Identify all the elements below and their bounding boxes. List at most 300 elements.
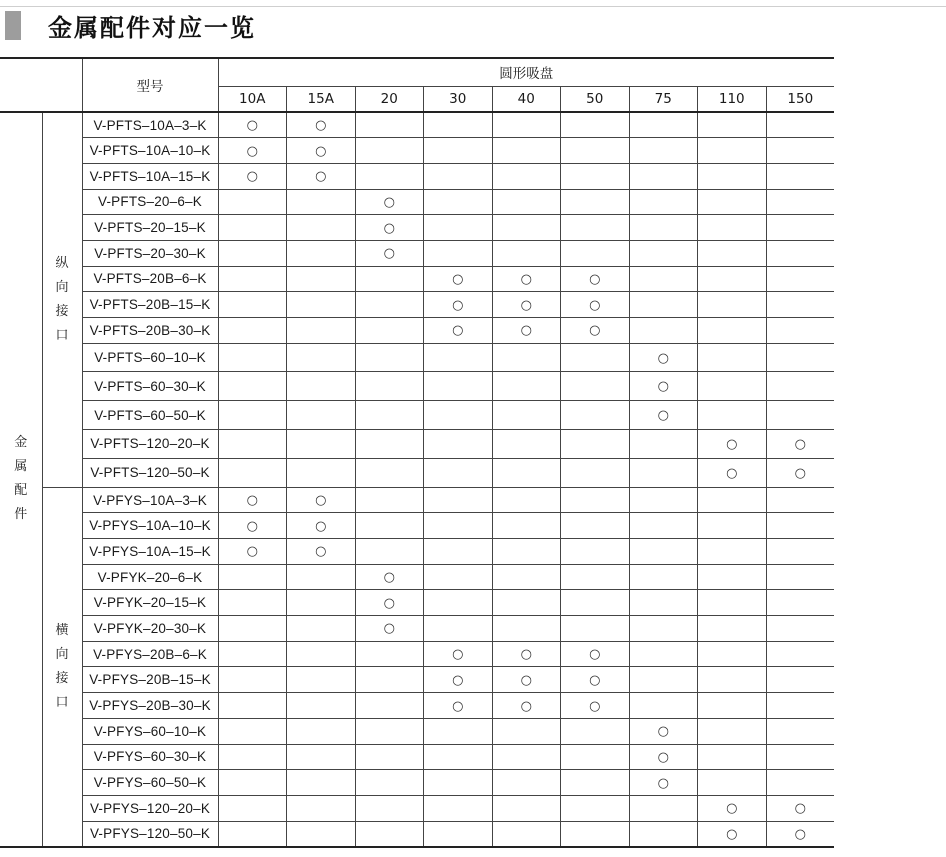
compat-cell-30 <box>424 189 493 215</box>
compat-cell-50 <box>561 770 630 796</box>
compatible-mark: ○ <box>452 698 464 714</box>
compat-cell-30 <box>424 590 493 616</box>
compat-cell-40 <box>492 744 561 770</box>
compatible-mark: ○ <box>794 465 806 481</box>
compat-cell-150 <box>766 343 834 372</box>
compatible-mark: ○ <box>657 350 669 366</box>
compat-cell-110 <box>698 372 767 401</box>
compat-cell-10a <box>218 641 287 667</box>
compatible-mark: ○ <box>657 749 669 765</box>
compat-cell-150 <box>766 458 834 487</box>
model-label: V-PFYK–20–6–K <box>97 569 203 585</box>
size-header-40 <box>492 86 561 112</box>
compatible-mark: ○ <box>589 297 601 313</box>
table-row <box>0 112 834 138</box>
section-cell <box>42 112 82 487</box>
compat-cell-20 <box>355 718 424 744</box>
compat-cell-110 <box>698 590 767 616</box>
compatible-mark: ○ <box>794 826 806 842</box>
model-cell <box>82 112 218 138</box>
compat-cell-110 <box>698 718 767 744</box>
compat-cell-40 <box>492 430 561 459</box>
compat-cell-40 <box>492 318 561 344</box>
compatible-mark: ○ <box>383 570 395 586</box>
compat-cell-40 <box>492 590 561 616</box>
compat-cell-10a <box>218 616 287 642</box>
compat-cell-110 <box>698 163 767 189</box>
compat-cell-110 <box>698 693 767 719</box>
compat-cell-50 <box>561 458 630 487</box>
compat-cell-40 <box>492 112 561 138</box>
section-label: 纵向接口 <box>55 255 69 343</box>
compat-cell-50 <box>561 513 630 539</box>
compat-cell-40 <box>492 372 561 401</box>
model-label: V-PFYK–20–30–K <box>93 620 207 636</box>
compat-cell-75 <box>629 240 698 266</box>
compat-cell-30 <box>424 112 493 138</box>
model-cell <box>82 770 218 796</box>
model-label: V-PFYS–60–30–K <box>93 749 207 765</box>
compat-cell-15a <box>287 641 356 667</box>
compat-cell-50 <box>561 641 630 667</box>
compatible-mark: ○ <box>246 169 258 185</box>
compat-cell-150 <box>766 693 834 719</box>
compat-cell-20 <box>355 163 424 189</box>
compat-cell-75 <box>629 343 698 372</box>
compat-cell-15a <box>287 590 356 616</box>
compat-cell-50 <box>561 292 630 318</box>
size-header-20 <box>355 86 424 112</box>
compat-cell-40 <box>492 641 561 667</box>
compat-cell-75 <box>629 513 698 539</box>
compatible-mark: ○ <box>657 724 669 740</box>
compatible-mark: ○ <box>657 379 669 395</box>
compat-cell-10a <box>218 458 287 487</box>
model-cell <box>82 343 218 372</box>
compat-cell-75 <box>629 189 698 215</box>
model-cell <box>82 667 218 693</box>
compat-cell-20 <box>355 240 424 266</box>
compat-cell-150 <box>766 795 834 821</box>
size-header-110 <box>698 86 767 112</box>
model-label: V-PFYS–20B–30–K <box>89 698 211 714</box>
compat-cell-50 <box>561 266 630 292</box>
compat-cell-75 <box>629 770 698 796</box>
compat-cell-110 <box>698 564 767 590</box>
compat-cell-50 <box>561 189 630 215</box>
compat-cell-30 <box>424 770 493 796</box>
compat-cell-15a <box>287 372 356 401</box>
compat-cell-150 <box>766 215 834 241</box>
compatible-mark: ○ <box>794 801 806 817</box>
compat-cell-30 <box>424 372 493 401</box>
compat-cell-20 <box>355 513 424 539</box>
compat-cell-10a <box>218 292 287 318</box>
compat-cell-20 <box>355 343 424 372</box>
model-label: V-PFYS–10A–10–K <box>89 518 211 534</box>
compat-cell-30 <box>424 430 493 459</box>
compat-cell-30 <box>424 564 493 590</box>
model-label: V-PFTS–60–50–K <box>94 407 206 423</box>
compat-cell-15a <box>287 770 356 796</box>
compatible-mark: ○ <box>315 143 327 159</box>
compat-cell-20 <box>355 616 424 642</box>
model-cell <box>82 189 218 215</box>
compat-cell-150 <box>766 641 834 667</box>
model-cell <box>82 266 218 292</box>
compat-cell-30 <box>424 513 493 539</box>
compat-cell-20 <box>355 590 424 616</box>
compatible-mark: ○ <box>726 465 738 481</box>
model-label: V-PFTS–60–10–K <box>94 350 206 366</box>
compat-cell-20 <box>355 487 424 513</box>
model-cell <box>82 430 218 459</box>
compat-cell-15a <box>287 513 356 539</box>
size-header-150 <box>766 86 834 112</box>
category-label: 金属配件 <box>14 435 28 523</box>
size-header-10a <box>218 86 287 112</box>
table-row <box>0 292 834 318</box>
compat-cell-110 <box>698 240 767 266</box>
compat-cell-150 <box>766 138 834 164</box>
compatible-mark: ○ <box>657 775 669 791</box>
compat-cell-10a <box>218 189 287 215</box>
compatible-mark: ○ <box>520 297 532 313</box>
model-cell <box>82 487 218 513</box>
model-cell <box>82 590 218 616</box>
compat-cell-15a <box>287 795 356 821</box>
compatible-mark: ○ <box>657 408 669 424</box>
model-cell <box>82 718 218 744</box>
compat-cell-50 <box>561 539 630 565</box>
compat-cell-150 <box>766 318 834 344</box>
compat-cell-15a <box>287 564 356 590</box>
compat-cell-75 <box>629 795 698 821</box>
size-header-label: 50 <box>586 90 604 107</box>
compat-cell-75 <box>629 821 698 847</box>
compat-cell-10a <box>218 163 287 189</box>
compat-cell-20 <box>355 372 424 401</box>
compat-cell-15a <box>287 430 356 459</box>
model-cell <box>82 641 218 667</box>
compat-cell-20 <box>355 667 424 693</box>
top-rule <box>0 6 946 7</box>
compat-cell-110 <box>698 112 767 138</box>
compat-cell-50 <box>561 744 630 770</box>
compat-cell-150 <box>766 163 834 189</box>
compat-cell-110 <box>698 292 767 318</box>
compat-cell-10a <box>218 718 287 744</box>
compat-cell-150 <box>766 667 834 693</box>
compat-cell-15a <box>287 821 356 847</box>
size-header-label: 40 <box>517 90 535 107</box>
compat-cell-75 <box>629 693 698 719</box>
table-row <box>0 401 834 430</box>
compatible-mark: ○ <box>246 518 258 534</box>
compat-cell-10a <box>218 215 287 241</box>
compat-cell-50 <box>561 564 630 590</box>
table-row <box>0 564 834 590</box>
compat-cell-150 <box>766 821 834 847</box>
compat-cell-10a <box>218 693 287 719</box>
compat-cell-40 <box>492 292 561 318</box>
compatible-mark: ○ <box>726 801 738 817</box>
table-row <box>0 718 834 744</box>
compat-cell-30 <box>424 821 493 847</box>
size-header-30 <box>424 86 493 112</box>
compat-cell-15a <box>287 318 356 344</box>
size-header-label: 10A <box>239 90 266 107</box>
compat-cell-10a <box>218 138 287 164</box>
compat-cell-150 <box>766 770 834 796</box>
compat-cell-30 <box>424 667 493 693</box>
model-label: V-PFYS–120–20–K <box>89 800 211 816</box>
section-label: 横向接口 <box>55 622 69 710</box>
compat-cell-50 <box>561 215 630 241</box>
compat-cell-20 <box>355 215 424 241</box>
compat-cell-30 <box>424 487 493 513</box>
compat-cell-20 <box>355 138 424 164</box>
compat-cell-40 <box>492 539 561 565</box>
model-label: V-PFTS–20B–6–K <box>93 271 207 287</box>
compat-cell-10a <box>218 343 287 372</box>
model-label: V-PFYS–10A–15–K <box>89 543 211 559</box>
compat-cell-75 <box>629 539 698 565</box>
compatible-mark: ○ <box>520 323 532 339</box>
compat-cell-110 <box>698 266 767 292</box>
table-row <box>0 590 834 616</box>
compatible-mark: ○ <box>520 647 532 663</box>
compat-cell-30 <box>424 641 493 667</box>
table-row <box>0 215 834 241</box>
compatible-mark: ○ <box>726 436 738 452</box>
compat-cell-40 <box>492 266 561 292</box>
compat-cell-75 <box>629 372 698 401</box>
size-header-label: 150 <box>787 90 814 107</box>
compat-cell-110 <box>698 539 767 565</box>
compat-cell-10a <box>218 487 287 513</box>
compat-cell-75 <box>629 430 698 459</box>
table-row <box>0 318 834 344</box>
compat-cell-10a <box>218 401 287 430</box>
suction-cup-group-label: 圆形吸盘 <box>499 66 554 83</box>
compat-cell-40 <box>492 487 561 513</box>
compat-cell-10a <box>218 590 287 616</box>
compat-cell-15a <box>287 539 356 565</box>
compatible-mark: ○ <box>452 271 464 287</box>
compat-cell-110 <box>698 641 767 667</box>
compat-cell-15a <box>287 487 356 513</box>
compat-cell-15a <box>287 458 356 487</box>
compat-cell-150 <box>766 564 834 590</box>
compat-cell-30 <box>424 292 493 318</box>
compat-cell-15a <box>287 616 356 642</box>
compat-cell-10a <box>218 112 287 138</box>
compat-cell-150 <box>766 401 834 430</box>
model-label: V-PFTS–20B–30–K <box>89 322 211 338</box>
compat-cell-15a <box>287 215 356 241</box>
compat-cell-110 <box>698 667 767 693</box>
compat-cell-110 <box>698 138 767 164</box>
compat-cell-20 <box>355 112 424 138</box>
table-row <box>0 487 834 513</box>
model-cell <box>82 564 218 590</box>
compat-cell-110 <box>698 430 767 459</box>
compat-cell-20 <box>355 795 424 821</box>
model-label: V-PFTS–120–50–K <box>90 465 210 481</box>
table-row <box>0 821 834 847</box>
model-cell <box>82 372 218 401</box>
model-cell <box>82 163 218 189</box>
model-cell <box>82 821 218 847</box>
model-label: V-PFTS–10A–15–K <box>89 168 211 184</box>
compat-cell-40 <box>492 343 561 372</box>
compat-cell-75 <box>629 401 698 430</box>
compat-cell-15a <box>287 112 356 138</box>
compat-cell-110 <box>698 401 767 430</box>
compatible-mark: ○ <box>452 672 464 688</box>
compat-cell-10a <box>218 564 287 590</box>
compat-cell-40 <box>492 240 561 266</box>
compat-cell-20 <box>355 401 424 430</box>
compat-cell-30 <box>424 401 493 430</box>
compat-cell-50 <box>561 372 630 401</box>
category-cell <box>0 112 42 847</box>
compatible-mark: ○ <box>315 518 327 534</box>
model-cell <box>82 292 218 318</box>
compatible-mark: ○ <box>726 826 738 842</box>
model-cell <box>82 513 218 539</box>
compatible-mark: ○ <box>315 169 327 185</box>
compat-cell-30 <box>424 458 493 487</box>
page-title: 金属配件对应一览 <box>48 14 256 42</box>
compat-cell-50 <box>561 693 630 719</box>
compat-cell-75 <box>629 318 698 344</box>
compat-cell-75 <box>629 215 698 241</box>
model-label: V-PFYS–60–10–K <box>93 723 207 739</box>
size-header-15a <box>287 86 356 112</box>
model-label: V-PFYS–20B–6–K <box>93 646 207 662</box>
compat-cell-20 <box>355 430 424 459</box>
table-row <box>0 693 834 719</box>
compat-cell-110 <box>698 343 767 372</box>
compat-cell-40 <box>492 138 561 164</box>
compat-cell-20 <box>355 641 424 667</box>
model-cell <box>82 795 218 821</box>
compat-cell-15a <box>287 240 356 266</box>
compat-cell-50 <box>561 430 630 459</box>
title-accent-bar <box>5 11 21 40</box>
compat-cell-75 <box>629 292 698 318</box>
compat-cell-50 <box>561 795 630 821</box>
compat-cell-150 <box>766 616 834 642</box>
model-label: V-PFYS–20B–15–K <box>89 672 211 688</box>
compat-cell-10a <box>218 318 287 344</box>
suction-cup-group-header <box>218 58 834 86</box>
compat-cell-10a <box>218 513 287 539</box>
compat-cell-110 <box>698 189 767 215</box>
compat-cell-15a <box>287 163 356 189</box>
compat-cell-50 <box>561 401 630 430</box>
compat-cell-20 <box>355 564 424 590</box>
compatible-mark: ○ <box>589 698 601 714</box>
compatible-mark: ○ <box>383 220 395 236</box>
compat-cell-40 <box>492 163 561 189</box>
compatible-mark: ○ <box>246 143 258 159</box>
table-row <box>0 138 834 164</box>
compatible-mark: ○ <box>794 436 806 452</box>
compatible-mark: ○ <box>246 118 258 134</box>
compat-cell-15a <box>287 401 356 430</box>
table-row <box>0 189 834 215</box>
model-cell <box>82 138 218 164</box>
compatible-mark: ○ <box>589 323 601 339</box>
model-cell <box>82 458 218 487</box>
size-header-label: 15A <box>307 90 334 107</box>
compatible-mark: ○ <box>246 544 258 560</box>
compat-cell-75 <box>629 718 698 744</box>
table-body <box>0 112 834 847</box>
compat-cell-10a <box>218 744 287 770</box>
compat-cell-150 <box>766 266 834 292</box>
model-cell <box>82 401 218 430</box>
compat-cell-50 <box>561 112 630 138</box>
compat-cell-50 <box>561 163 630 189</box>
compat-cell-20 <box>355 292 424 318</box>
compat-cell-40 <box>492 693 561 719</box>
compat-cell-110 <box>698 487 767 513</box>
compat-cell-150 <box>766 539 834 565</box>
compat-cell-110 <box>698 318 767 344</box>
compat-cell-75 <box>629 590 698 616</box>
section-cell <box>42 487 82 847</box>
compat-cell-40 <box>492 770 561 796</box>
compat-cell-50 <box>561 718 630 744</box>
compat-cell-150 <box>766 112 834 138</box>
compatible-mark: ○ <box>452 323 464 339</box>
compat-cell-10a <box>218 266 287 292</box>
model-label: V-PFTS–20–15–K <box>94 220 206 236</box>
model-label: V-PFYK–20–15–K <box>93 595 207 611</box>
compat-cell-75 <box>629 744 698 770</box>
table-row <box>0 667 834 693</box>
compat-cell-10a <box>218 667 287 693</box>
model-cell <box>82 240 218 266</box>
table-row <box>0 795 834 821</box>
compatible-mark: ○ <box>315 493 327 509</box>
compat-cell-15a <box>287 292 356 318</box>
model-label: V-PFTS–120–20–K <box>90 436 210 452</box>
compat-cell-40 <box>492 667 561 693</box>
model-cell <box>82 539 218 565</box>
table-row <box>0 458 834 487</box>
compat-cell-40 <box>492 215 561 241</box>
compat-cell-150 <box>766 430 834 459</box>
compat-cell-40 <box>492 616 561 642</box>
compatible-mark: ○ <box>315 544 327 560</box>
compat-cell-30 <box>424 138 493 164</box>
size-header-label: 110 <box>718 90 745 107</box>
compat-cell-50 <box>561 590 630 616</box>
compat-cell-30 <box>424 693 493 719</box>
compat-cell-110 <box>698 795 767 821</box>
compat-cell-10a <box>218 539 287 565</box>
table-row <box>0 616 834 642</box>
compat-cell-150 <box>766 718 834 744</box>
size-header-label: 20 <box>380 90 398 107</box>
table-row <box>0 513 834 539</box>
compat-cell-30 <box>424 616 493 642</box>
